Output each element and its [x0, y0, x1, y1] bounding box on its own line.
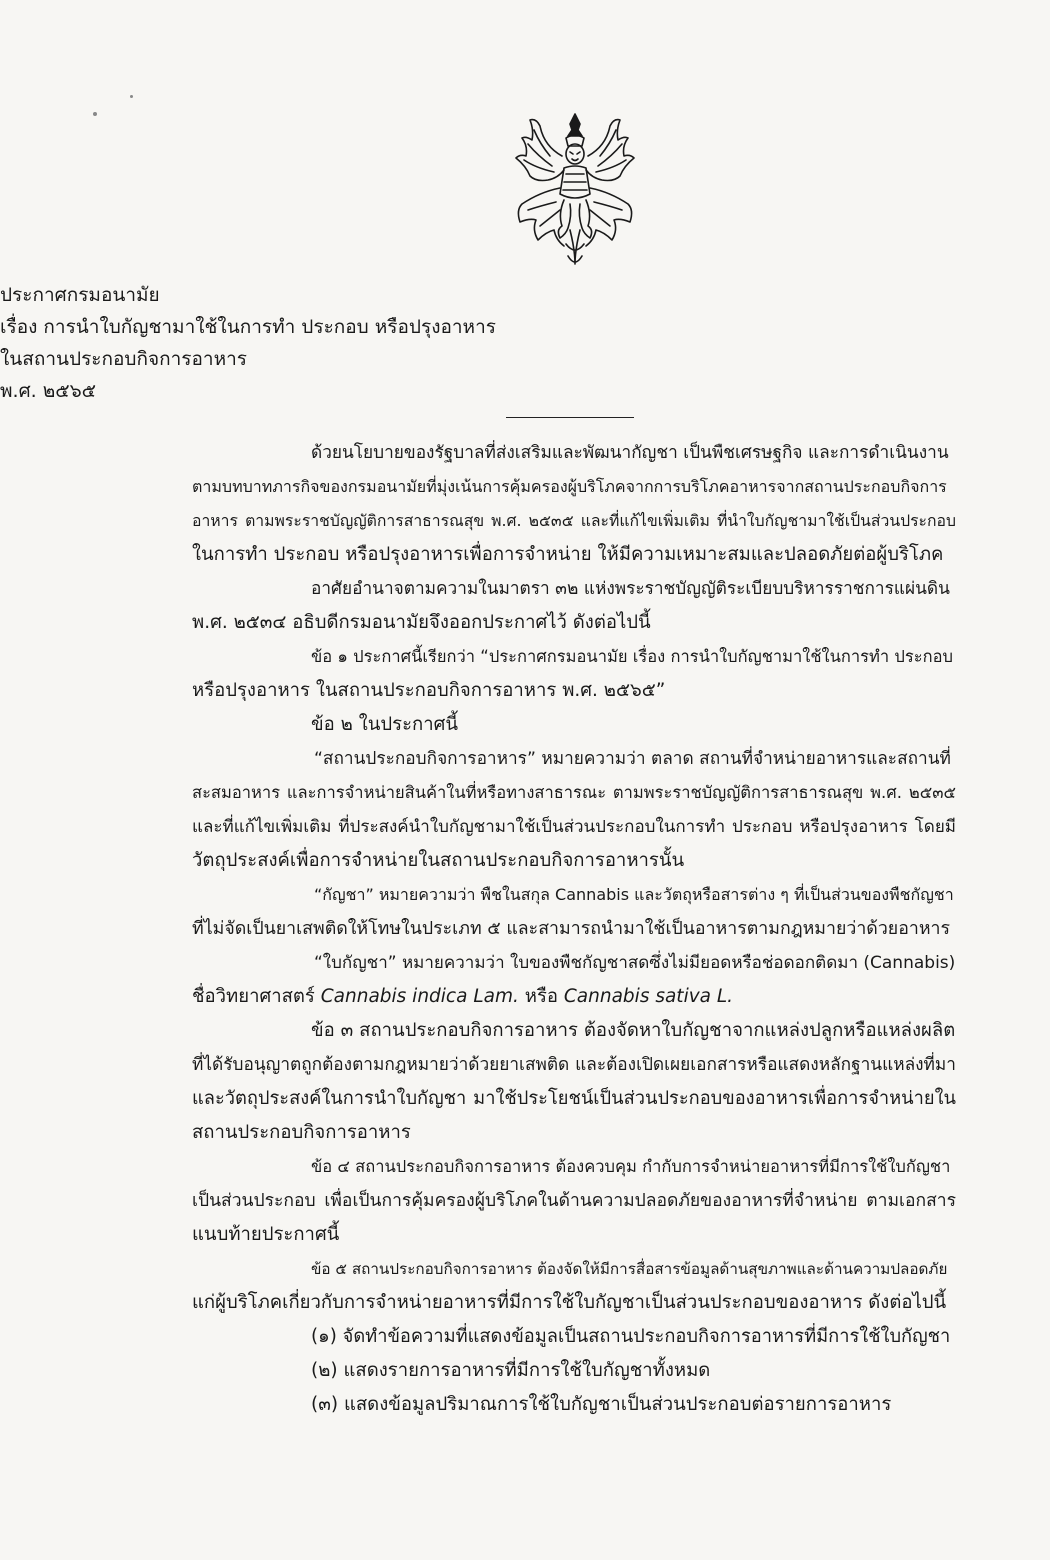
clause-3-line: ข้อ ๓ สถานประกอบกิจการอาหาร ต้องจัดหาใบกัญชาจากแหล่งปลูกหรือแหล่งผลิต — [311, 1020, 956, 1041]
preamble-line: ตามบทบาทภารกิจของกรมอนามัยที่มุ่งเน้นการคุ้มครองผู้บริโภคจากการบริโภคอาหารจากสถานประกอบกิจการ — [192, 477, 947, 496]
scientific-name-line — [192, 982, 733, 1012]
announcement-subject: เรื่อง การนำใบกัญชามาใช้ในการทำ ประกอบ หรือปรุงอาหาร — [0, 316, 496, 338]
clause-4-line: แนบท้ายประกาศนี้ — [192, 1224, 340, 1245]
clause-1-line: หรือปรุงอาหาร ในสถานประกอบกิจการอาหาร พ.ศ. ๒๕๖๕” — [192, 680, 666, 701]
definition-line: “ใบกัญชา” หมายความว่า ใบของพืชกัญชาสดซึ่งไม่มียอดหรือช่อดอกติดมา (Cannabis) — [314, 953, 956, 973]
clause-3-line: สถานประกอบกิจการอาหาร — [192, 1122, 411, 1143]
clause-5-item-2: (๒) แสดงรายการอาหารที่มีการใช้ใบกัญชาทั้งหมด — [311, 1360, 711, 1381]
definition-line: วัตถุประสงค์เพื่อการจำหน่ายในสถานประกอบกิจการอาหารนั้น — [192, 850, 685, 871]
preamble-line: อาหาร ตามพระราชบัญญัติการสาธารณสุข พ.ศ. ๒๕๓๕ และที่แก้ไขเพิ่มเติม ที่นำใบกัญชามาใช้เป็นส่วนประกอบ — [192, 511, 956, 530]
scan-speck — [130, 95, 133, 98]
scientific-name-or: หรือ — [518, 986, 564, 1007]
announcement-year: พ.ศ. ๒๕๖๕ — [0, 380, 97, 402]
scan-speck — [93, 112, 97, 116]
garuda-emblem-icon — [500, 110, 650, 268]
clause-3-line: และวัตถุประสงค์ในการนำใบกัญชา มาใช้ประโยชน์เป็นส่วนประกอบของอาหารเพื่อการจำหน่ายใน — [192, 1088, 956, 1109]
definition-line: ที่ไม่จัดเป็นยาเสพติดให้โทษในประเภท ๕ และสามารถนำมาใช้เป็นอาหารตามกฎหมายว่าด้วยอาหาร — [192, 919, 951, 939]
clause-5-item-1: (๑) จัดทำข้อความที่แสดงข้อมูลเป็นสถานประกอบกิจการอาหารที่มีการใช้ใบกัญชา — [311, 1326, 951, 1347]
clause-5-line: ข้อ ๕ สถานประกอบกิจการอาหาร ต้องจัดให้มีการสื่อสารข้อมูลด้านสุขภาพและด้านความปลอดภัย — [311, 1260, 948, 1278]
authority-line: อาศัยอำนาจตามความในมาตรา ๓๒ แห่งพระราชบัญญัติระเบียบบริหารราชการแผ่นดิน — [311, 579, 950, 599]
clause-4-line: เป็นส่วนประกอบ เพื่อเป็นการคุ้มครองผู้บริโภคในด้านความปลอดภัยของอาหารที่จำหน่าย ตามเอกสาร — [192, 1191, 956, 1211]
preamble-line: ด้วยนโยบายของรัฐบาลที่ส่งเสริมและพัฒนากัญชา เป็นพืชเศรษฐกิจ และการดำเนินงาน — [311, 443, 949, 463]
authority-line: พ.ศ. ๒๕๓๔ อธิบดีกรมอนามัยจึงออกประกาศไว้ ดังต่อไปนี้ — [192, 612, 651, 633]
definition-line: และที่แก้ไขเพิ่มเติม ที่ประสงค์นำใบกัญชามาใช้เป็นส่วนประกอบในการทำ ประกอบ หรือปรุงอาหาร โดยมี — [192, 817, 956, 837]
clause-5-line: แก่ผู้บริโภคเกี่ยวกับการจำหน่ายอาหารที่มีการใช้ใบกัญชาเป็นส่วนประกอบของอาหาร ดังต่อไปนี้ — [192, 1292, 947, 1313]
definition-line: “กัญชา” หมายความว่า พืชในสกุล Cannabis และวัตถุหรือสารต่าง ๆ ที่เป็นส่วนของพืชกัญชา — [314, 885, 954, 904]
header-divider — [506, 417, 634, 418]
announcement-agency: ประกาศกรมอนามัย — [0, 284, 160, 306]
clause-1-line: ข้อ ๑ ประกาศนี้เรียกว่า “ประกาศกรมอนามัย เรื่อง การนำใบกัญชามาใช้ในการทำ ประกอบ — [311, 647, 953, 666]
announcement-subject-cont: ในสถานประกอบกิจการอาหาร — [0, 348, 247, 370]
clause-3-line: ที่ได้รับอนุญาตถูกต้องตามกฎหมายว่าด้วยยาเสพติด และต้องเปิดเผยเอกสารหรือแสดงหลักฐานแหล่งที่มา — [192, 1055, 956, 1075]
scientific-name-label: ชื่อวิทยาศาสตร์ — [192, 986, 321, 1007]
clause-4-line: ข้อ ๔ สถานประกอบกิจการอาหาร ต้องควบคุม กำกับการจำหน่ายอาหารที่มีการใช้ใบกัญชา — [311, 1157, 951, 1176]
scientific-name-indica: Cannabis indica Lam. — [320, 986, 519, 1007]
definition-line: สะสมอาหาร และการจำหน่ายสินค้าในที่หรือทางสาธารณะ ตามพระราชบัญญัติการสาธารณสุข พ.ศ. ๒๕๓๕ — [192, 783, 956, 802]
clause-2-heading: ข้อ ๒ ในประกาศนี้ — [311, 714, 458, 735]
preamble-line: ในการทำ ประกอบ หรือปรุงอาหารเพื่อการจำหน่าย ให้มีความเหมาะสมและปลอดภัยต่อผู้บริโภค — [192, 544, 944, 565]
scientific-name-sativa: Cannabis sativa L. — [563, 986, 734, 1007]
definition-line: “สถานประกอบกิจการอาหาร” หมายความว่า ตลาด สถานที่จำหน่ายอาหารและสถานที่ — [314, 749, 951, 769]
clause-5-item-3: (๓) แสดงข้อมูลปริมาณการใช้ใบกัญชาเป็นส่วนประกอบต่อรายการอาหาร — [311, 1394, 892, 1415]
